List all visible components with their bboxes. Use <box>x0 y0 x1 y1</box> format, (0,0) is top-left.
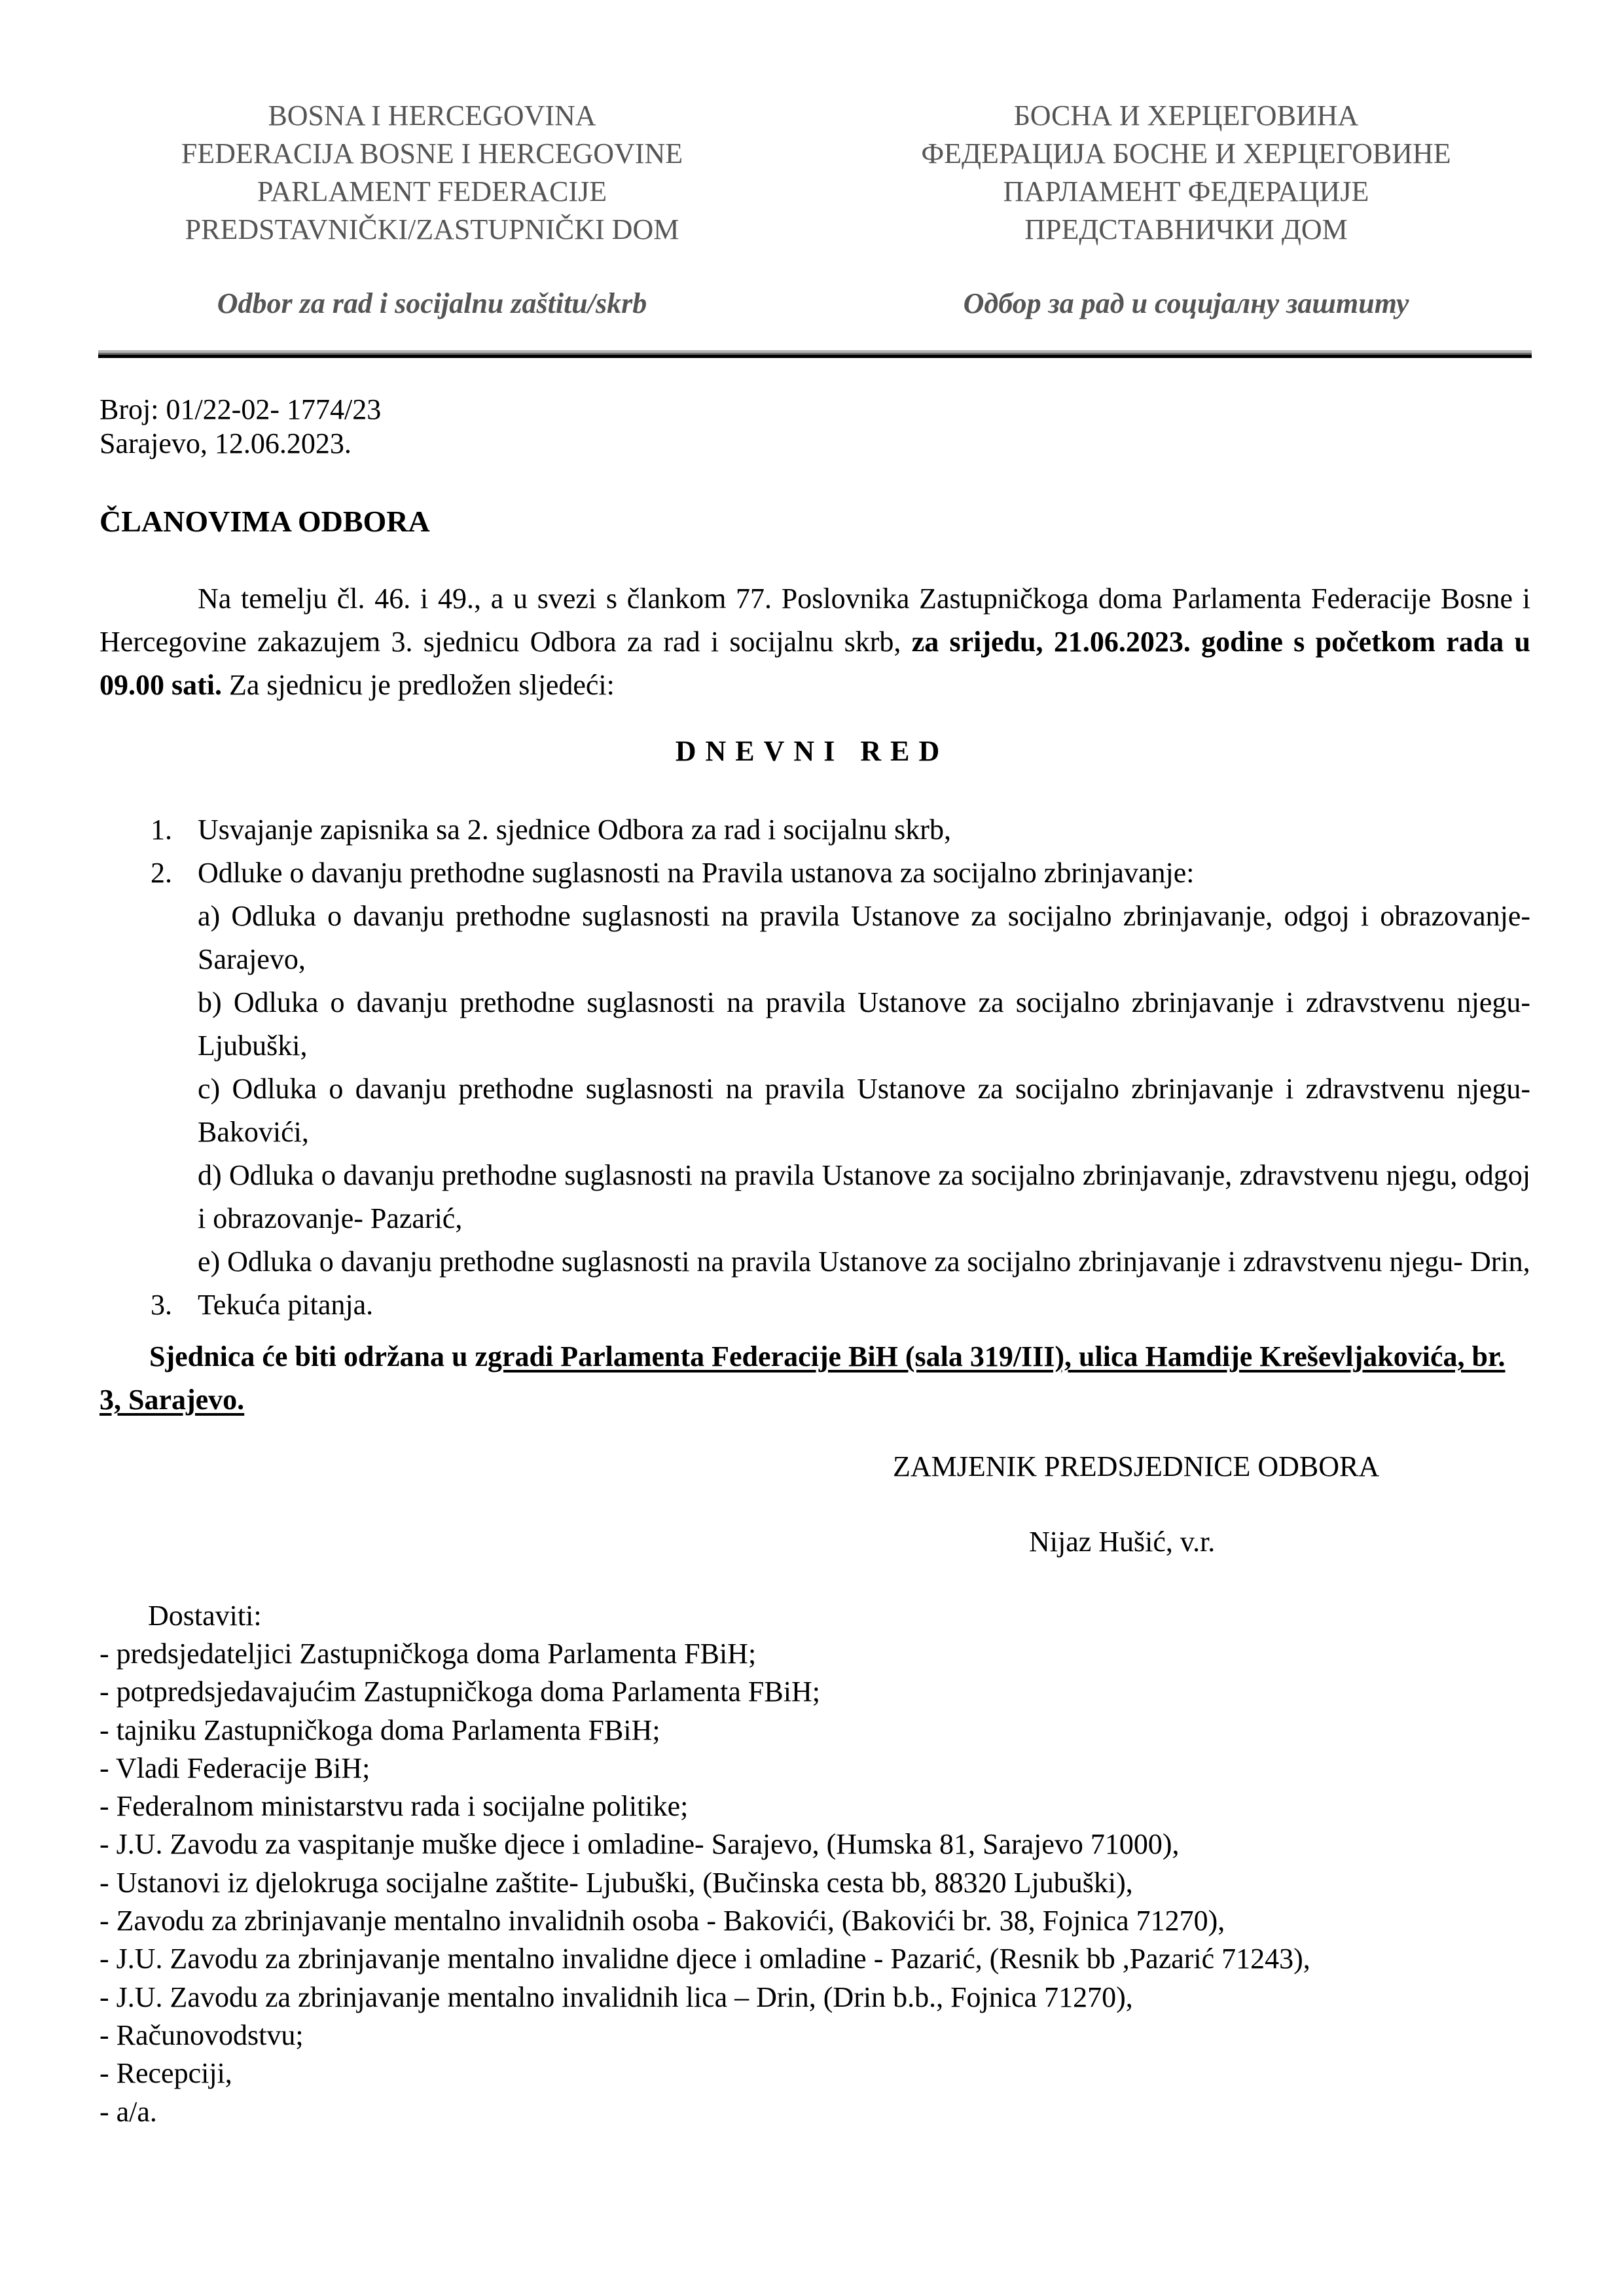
delivery-item: - potpredsjedavajućim Zastupničkoga doma Parlamenta FBiH; <box>99 1676 820 1708</box>
agenda-subitem: e) Odluka o davanju prethodne suglasnosti na pravila Ustanove za socijalno zbrinjavanje i zdravstvenu njegu- Drin, <box>198 1246 1530 1278</box>
signatory-title: ZAMJENIK PREDSJEDNICE ODBORA <box>893 1450 1380 1482</box>
header-line-house: PREDSTAVNIČKI/ZASTUPNIČKI DOM <box>185 213 679 245</box>
delivery-item: - tajniku Zastupničkoga doma Parlamenta FBiH; <box>99 1713 660 1746</box>
intro-paragraph <box>99 577 1530 707</box>
document-place-date: Sarajevo, 12.06.2023. <box>99 427 352 459</box>
agenda-subitem: c) Odluka o davanju prethodne suglasnosti na pravila Ustanove za socijalno zbrinjavanje i zdravstvenu njegu- Bakovići, <box>198 1073 1530 1148</box>
delivery-item: - Recepciji, <box>99 2057 232 2090</box>
agenda-item <box>131 852 1530 1283</box>
intro-tail: Za sjednicu je predložen sljedeći: <box>222 669 615 701</box>
header-line-federation: FEDERACIJA BOSNE I HERCEGOVINE <box>181 137 683 170</box>
delivery-item: - Vladi Federacije BiH; <box>99 1751 370 1784</box>
header-line-country: BOSNA I HERCEGOVINA <box>268 99 596 132</box>
header-line-parliament-cyr: ПАРЛАМЕНТ ФЕДЕРАЦИЈЕ <box>1003 175 1369 207</box>
venue-paragraph <box>99 1335 1530 1422</box>
delivery-item: - predsjedateljici Zastupničkoga doma Parlamenta FBiH; <box>99 1638 757 1670</box>
agenda-item-text: Odluke o davanju prethodne suglasnosti na Pravila ustanova za socijalno zbrinjavanje: <box>198 857 1195 889</box>
delivery-item: - Ustanovi iz djelokruga socijalne zaštite- Ljubuški, (Bučinska cesta bb, 88320 Ljubuški), <box>99 1866 1133 1899</box>
delivery-item: - Federalnom ministarstvu rada i socijalne politike; <box>99 1790 689 1823</box>
agenda-item-text: Usvajanje zapisnika sa 2. sjednice Odbora za rad i socijalnu skrb, <box>198 814 951 846</box>
header-line-country-cyr: БОСНА И ХЕРЦЕГОВИНА <box>1013 99 1359 132</box>
header-committee-latin: Odbor za rad i socijalnu zaštitu/skrb <box>217 287 647 319</box>
header-line-federation-cyr: ФЕДЕРАЦИЈА БОСНЕ И ХЕРЦЕГОВИНЕ <box>921 137 1451 170</box>
agenda-item-number: 3. <box>151 1289 172 1321</box>
agenda-item-text: Tekuća pitanja. <box>198 1289 374 1321</box>
document-number: Broj: 01/22-02- 1774/23 <box>99 393 382 425</box>
header-divider <box>98 350 1532 358</box>
delivery-heading: Dostaviti: <box>148 1600 262 1632</box>
delivery-item: - a/a. <box>99 2095 157 2128</box>
agenda-item <box>131 808 1530 852</box>
delivery-item: - J.U. Zavodu za zbrinjavanje mentalno invalidne djece i omladine - Pazarić, (Resnik bb ,Pazarić 71243), <box>99 1943 1310 1975</box>
agenda-title: DNEVNI RED <box>675 735 949 767</box>
header-committee-cyrillic: Одбор за рад и социјалну заштиту <box>963 287 1409 319</box>
delivery-item: - Računovodstvu; <box>99 2018 304 2051</box>
intro-text: Na temelju čl. 46. i 49., a u svezi s člankom 77. Poslovnika Zastupničkoga doma Parlamenta Federacije Bosne i Hercegovine zakazujem 3. sjednicu Odbora za rad i socijalnu skrb, <box>99 583 1530 658</box>
intro-meeting-datetime: za srijedu, 21.06.2023. godine s početkom rada u 09.00 sati. <box>99 626 1530 701</box>
document-meta <box>99 393 381 461</box>
header-latin <box>72 97 792 249</box>
recipient-heading: ČLANOVIMA ODBORA <box>99 505 430 538</box>
delivery-item: - J.U. Zavodu za vaspitanje muške djece i omladine- Sarajevo, (Humska 81, Sarajevo 71000), <box>99 1828 1180 1861</box>
agenda-subitem: d) Odluka o davanju prethodne suglasnosti na pravila Ustanove za socijalno zbrinjavanje, zdravstvenu njegu, odgoj i obrazovanje- Pazarić, <box>198 1159 1530 1234</box>
agenda-list <box>131 808 1530 1327</box>
venue-address: gradi Parlamenta Federacije BiH (sala 319/III), ulica Hamdije Kreševljakovića, br. 3, Sarajevo. <box>99 1340 1506 1416</box>
agenda-subitem: b) Odluka o davanju prethodne suglasnosti na pravila Ustanove za socijalno zbrinjavanje i zdravstvenu njegu- Ljubuški, <box>198 986 1530 1062</box>
agenda-item <box>131 1283 1530 1327</box>
delivery-item: - Zavodu za zbrinjavanje mentalno invalidnih osoba - Bakovići, (Bakovići br. 38, Fojnica 71270), <box>99 1905 1225 1937</box>
delivery-list <box>99 1635 1310 2131</box>
signatory-name: Nijaz Hušić, v.r. <box>1029 1526 1216 1558</box>
agenda-item-number: 1. <box>151 814 172 846</box>
header-cyrillic <box>826 97 1546 249</box>
header-line-parliament: PARLAMENT FEDERACIJE <box>257 175 607 207</box>
venue-prefix: Sjednica će biti održana u z <box>149 1340 488 1372</box>
agenda-subitem: a) Odluka o davanju prethodne suglasnosti na pravila Ustanove za socijalno zbrinjavanje, odgoj i obrazovanje- Sarajevo, <box>198 900 1530 975</box>
delivery-item: - J.U. Zavodu za zbrinjavanje mentalno invalidnih lica – Drin, (Drin b.b., Fojnica 71270), <box>99 1981 1133 2013</box>
header-divider-dark <box>98 355 1532 358</box>
header-line-house-cyr: ПРЕДСТАВНИЧКИ ДОМ <box>1024 213 1348 245</box>
agenda-item-number: 2. <box>151 857 172 889</box>
